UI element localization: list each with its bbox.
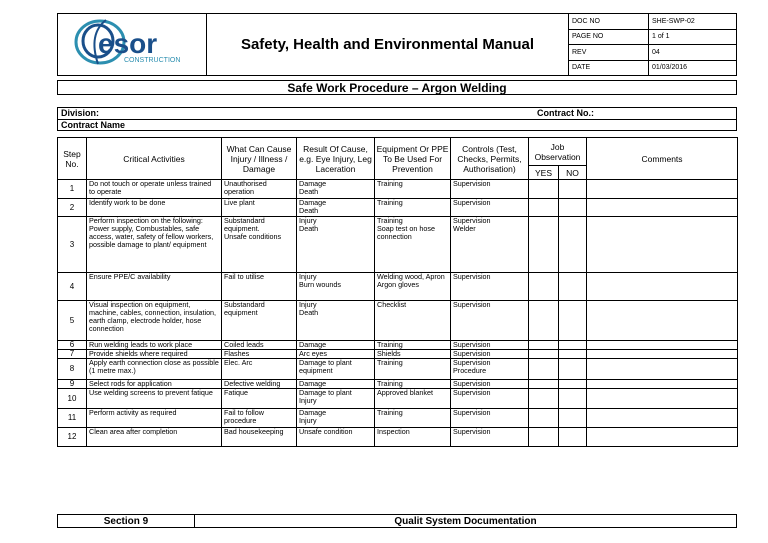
equipment-cell: Training [375,199,451,217]
controls-cell: Supervision [451,380,529,389]
equipment-cell: Training Soap test on hose connection [375,217,451,273]
step-cell: 6 [58,341,87,350]
col-step: Step No. [58,138,87,180]
meta-key: PAGE NO [569,29,649,45]
activity-cell: Perform activity as required [87,409,222,428]
result-cell: Damage Death [297,180,375,199]
col-observation: Job Observation [529,138,587,166]
comments-cell [587,301,738,341]
activity-cell: Visual inspection on equipment, machine, cables, connection, insulation, earth clamp, electrode holder, hose connection [87,301,222,341]
col-activities: Critical Activities [87,138,222,180]
cause-cell: Bad housekeeping [222,428,297,447]
equipment-cell: Approved blanket [375,389,451,409]
equipment-cell: Shields [375,350,451,359]
comments-cell [587,389,738,409]
contract-name-label: Contract Name [61,120,126,130]
comments-cell [587,199,738,217]
activity-cell: Run welding leads to work place [87,341,222,350]
result-cell: Injury Burn wounds [297,273,375,301]
division-info [57,107,737,131]
col-result: Result Of Cause, e.g. Eye Injury, Leg Laceration [297,138,375,180]
activity-cell: Ensure PPE/C availability [87,273,222,301]
yes-cell [529,380,559,389]
procedure-title: Safe Work Procedure – Argon Welding [57,80,737,95]
no-cell [559,217,587,273]
procedure-table [57,137,738,447]
yes-cell [529,428,559,447]
table-row [58,180,738,199]
no-cell [559,341,587,350]
footer-doc: Qualit System Documentation [195,515,737,528]
meta-value: 1 of 1 [649,29,737,45]
controls-cell: Supervision [451,199,529,217]
no-cell [559,389,587,409]
controls-cell: Supervision [451,350,529,359]
cause-cell: Live plant [222,199,297,217]
logo-tagline: CONSTRUCTION [124,57,181,64]
contract-no-label: Contract No.: [537,108,594,118]
division-label: Division: [61,108,100,118]
result-cell: Damage to plant Injury [297,389,375,409]
no-cell [559,409,587,428]
cause-cell: Coiled leads [222,341,297,350]
table-row [58,217,738,273]
no-cell [559,301,587,341]
table-row [58,301,738,341]
activity-cell: Select rods for application [87,380,222,389]
result-cell: Damage to plant equipment [297,359,375,380]
result-cell: Damage Injury [297,409,375,428]
yes-cell [529,341,559,350]
meta-value: 01/03/2016 [649,60,737,76]
activity-cell: Perform inspection on the following: Power supply, Combustables, safe access, water, safety of fellow workers, possible damage to plant/ equipment [87,217,222,273]
controls-cell: Supervision [451,389,529,409]
yes-cell [529,180,559,199]
no-cell [559,350,587,359]
col-controls: Controls (Test, Checks, Permits, Authorisation) [451,138,529,180]
result-cell: Injury Death [297,301,375,341]
yes-cell [529,217,559,273]
no-cell [559,199,587,217]
controls-cell: Supervision [451,341,529,350]
yes-cell [529,389,559,409]
meta-key: DOC NO [569,14,649,30]
step-cell: 2 [58,199,87,217]
step-cell: 7 [58,350,87,359]
cause-cell: Elec. Arc [222,359,297,380]
cause-cell: Defective welding [222,380,297,389]
comments-cell [587,350,738,359]
comments-cell [587,180,738,199]
col-yes: YES [529,166,559,180]
step-cell: 1 [58,180,87,199]
no-cell [559,428,587,447]
cause-cell: Substandard equipment. Unsafe conditions [222,217,297,273]
meta-value: 04 [649,45,737,61]
equipment-cell: Training [375,341,451,350]
activity-cell: Use welding screens to prevent fatique [87,389,222,409]
no-cell [559,380,587,389]
logo-cell [58,14,207,76]
table-row [58,389,738,409]
yes-cell [529,409,559,428]
comments-cell [587,359,738,380]
col-equipment: Equipment Or PPE To Be Used For Prevention [375,138,451,180]
controls-cell: Supervision [451,409,529,428]
yes-cell [529,359,559,380]
yes-cell [529,350,559,359]
step-cell: 8 [58,359,87,380]
step-cell: 11 [58,409,87,428]
activity-cell: Identify work to be done [87,199,222,217]
controls-cell: Supervision Welder [451,217,529,273]
result-cell: Damage Death [297,199,375,217]
step-cell: 12 [58,428,87,447]
cause-cell: Fatique [222,389,297,409]
controls-cell: Supervision [451,180,529,199]
equipment-cell: Checklist [375,301,451,341]
step-cell: 10 [58,389,87,409]
table-row [58,380,738,389]
activity-cell: Provide shields where required [87,350,222,359]
result-cell: Damage [297,341,375,350]
step-cell: 4 [58,273,87,301]
step-cell: 9 [58,380,87,389]
cause-cell: Substandard equipment [222,301,297,341]
meta-key: REV [569,45,649,61]
cause-cell: Unauthorised operation [222,180,297,199]
activity-cell: Do not touch or operate unless trained to operate [87,180,222,199]
footer-section: Section 9 [58,515,195,528]
meta-value: SHE-SWP-02 [649,14,737,30]
equipment-cell: Training [375,359,451,380]
document-header [57,13,737,76]
table-row [58,273,738,301]
equipment-cell: Training [375,409,451,428]
logo-brand: esor [98,28,158,59]
comments-cell [587,341,738,350]
equipment-cell: Inspection [375,428,451,447]
controls-cell: Supervision Procedure [451,359,529,380]
controls-cell: Supervision [451,273,529,301]
yes-cell [529,199,559,217]
result-cell: Unsafe condition [297,428,375,447]
equipment-cell: Training [375,380,451,389]
cause-cell: Flashes [222,350,297,359]
meta-key: DATE [569,60,649,76]
col-comments: Comments [587,138,738,180]
comments-cell [587,428,738,447]
equipment-cell: Training [375,180,451,199]
comments-cell [587,380,738,389]
comments-cell [587,217,738,273]
comments-cell [587,273,738,301]
procedure-rows [58,180,738,447]
manual-title: Safety, Health and Environmental Manual [207,14,569,76]
no-cell [559,273,587,301]
result-cell: Damage [297,380,375,389]
table-row [58,359,738,380]
footer [57,514,737,528]
no-cell [559,180,587,199]
table-row [58,199,738,217]
cause-cell: Fail to follow procedure [222,409,297,428]
yes-cell [529,301,559,341]
result-cell: Arc eyes [297,350,375,359]
table-row [58,350,738,359]
col-no: NO [559,166,587,180]
controls-cell: Supervision [451,301,529,341]
equipment-cell: Welding wood, Apron Argon gloves [375,273,451,301]
esor-logo [58,14,206,70]
table-row [58,341,738,350]
activity-cell: Apply earth connection close as possible (1 metre max.) [87,359,222,380]
no-cell [559,359,587,380]
activity-cell: Clean area after completion [87,428,222,447]
controls-cell: Supervision [451,428,529,447]
table-row [58,409,738,428]
step-cell: 3 [58,217,87,273]
table-row [58,428,738,447]
result-cell: Injury Death [297,217,375,273]
step-cell: 5 [58,301,87,341]
comments-cell [587,409,738,428]
cause-cell: Fail to utilise [222,273,297,301]
col-cause: What Can Cause Injury / Illness / Damage [222,138,297,180]
yes-cell [529,273,559,301]
